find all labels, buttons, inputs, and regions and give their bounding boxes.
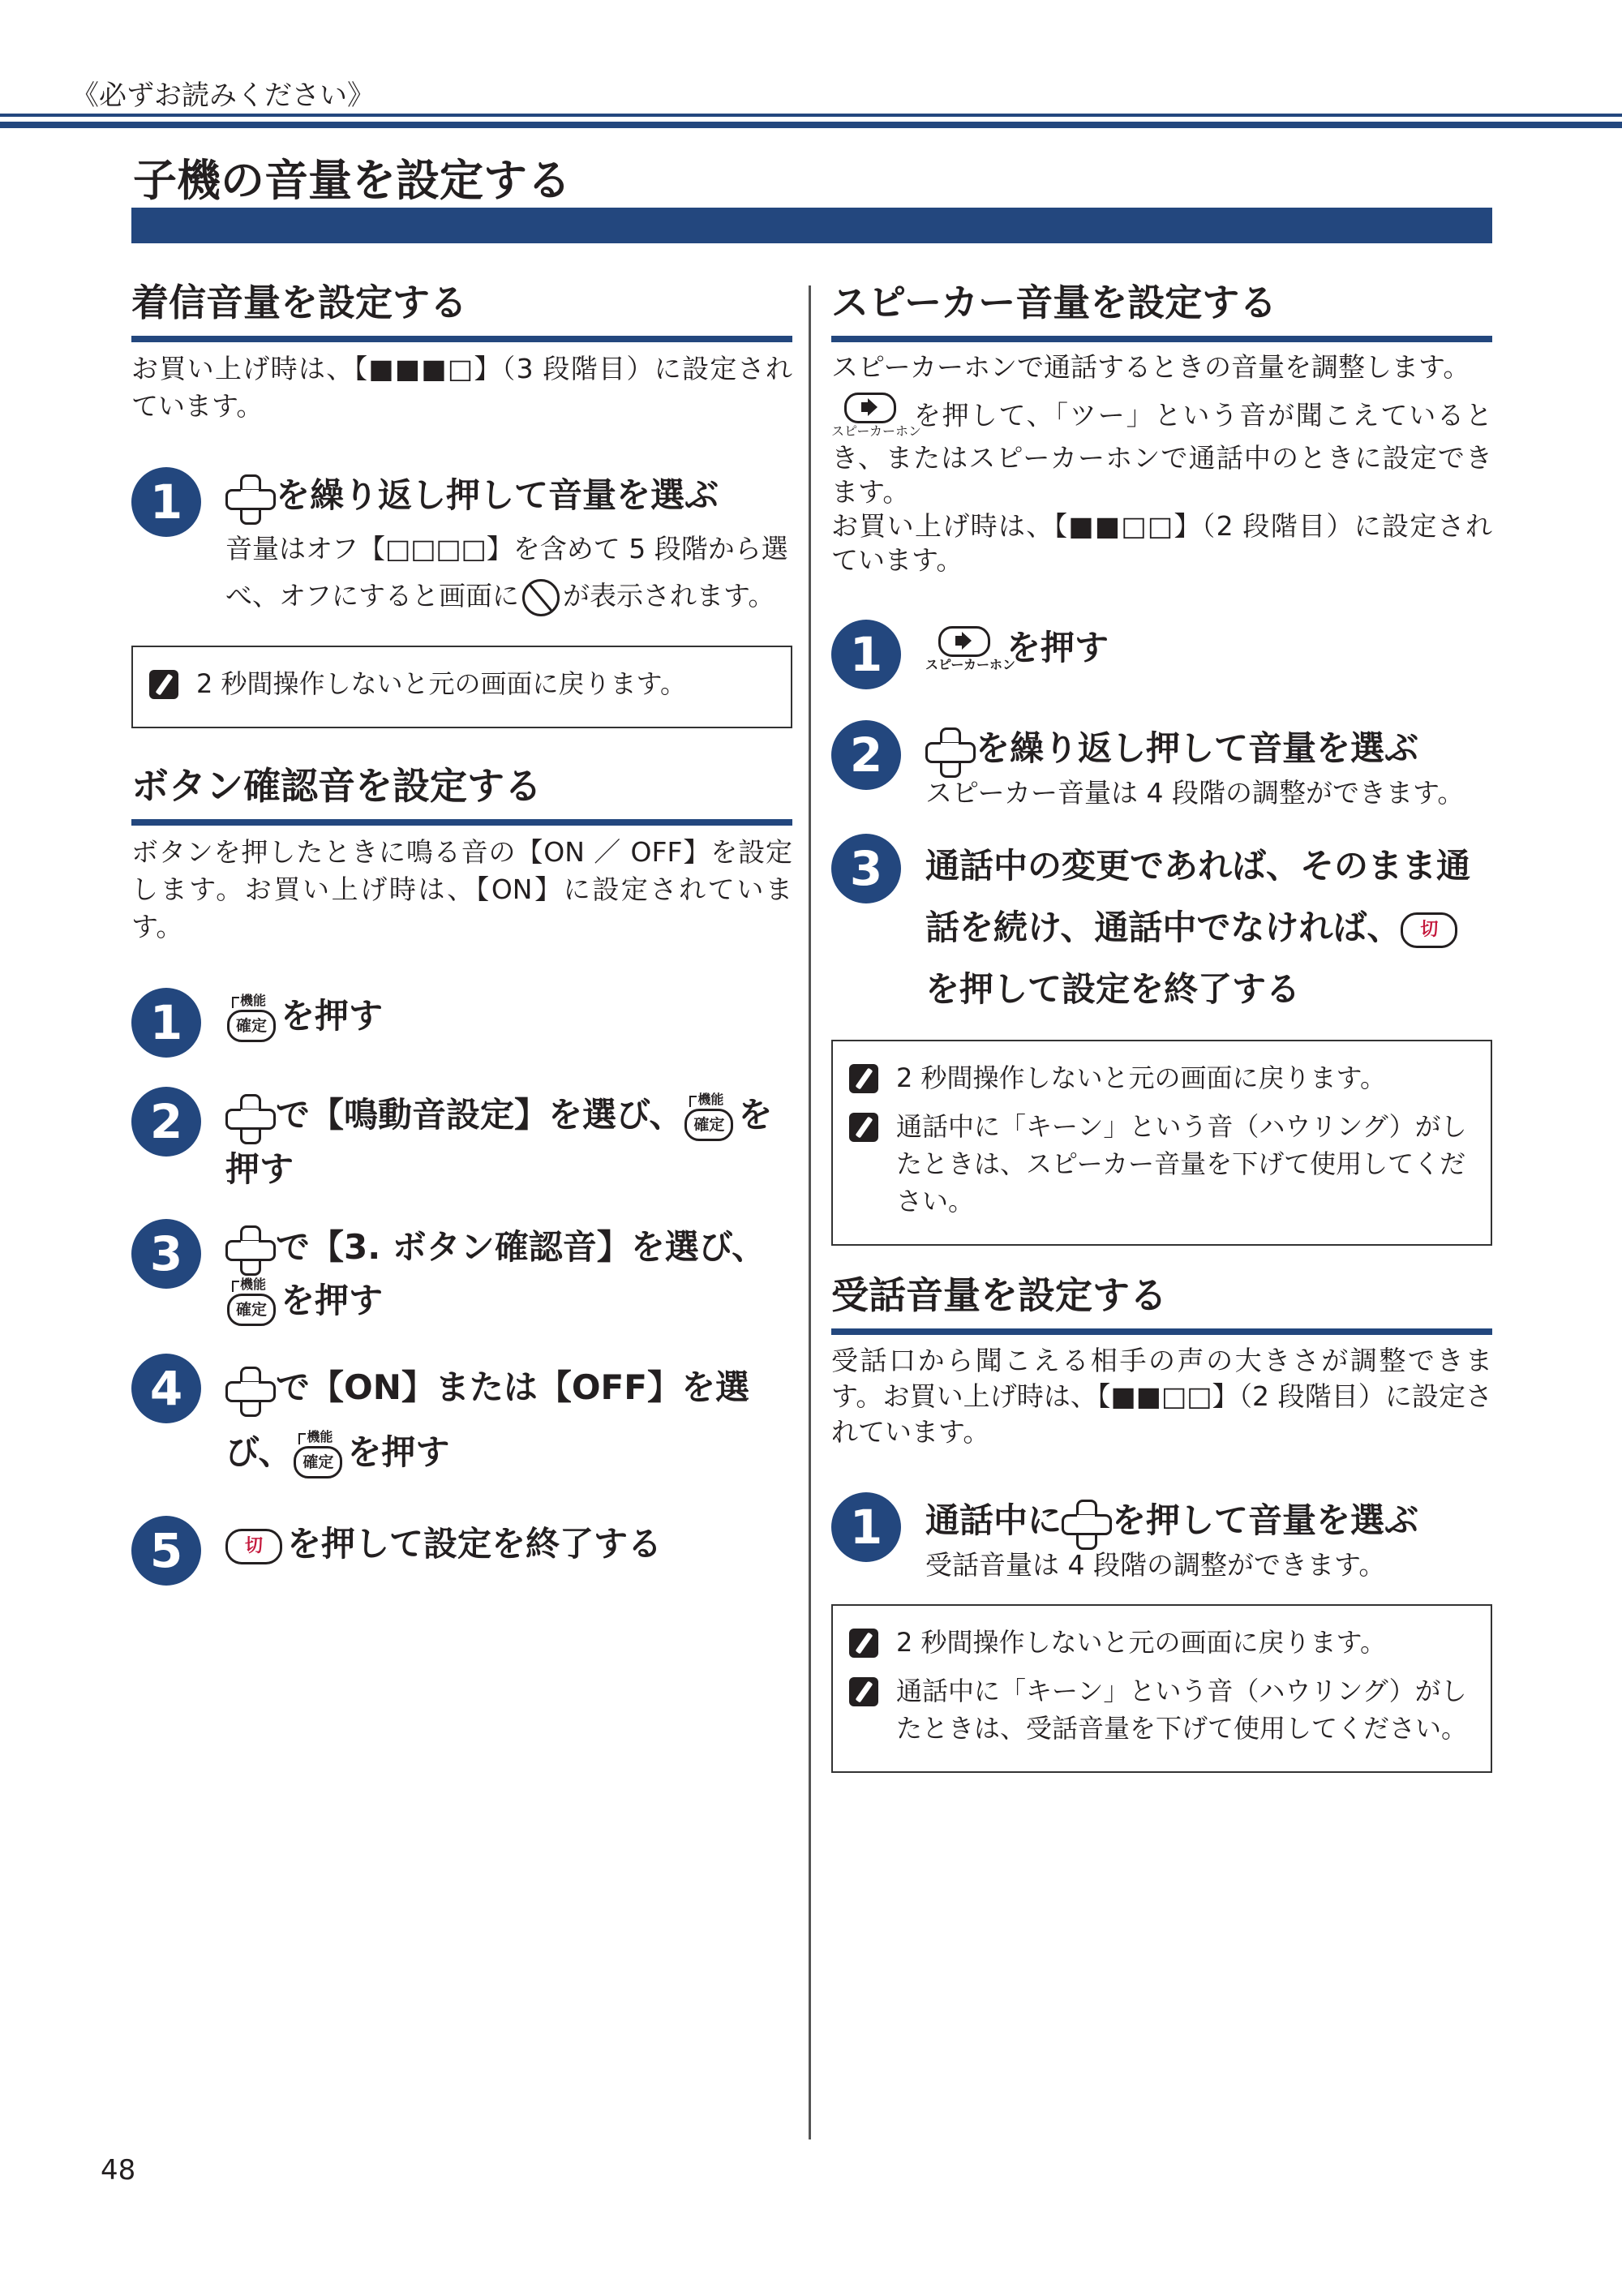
step-button-tone-3 (131, 1221, 792, 1328)
step-receiver-1 (831, 1494, 1492, 1583)
function-confirm-key-icon: 機能 確定 (225, 1277, 276, 1328)
cross-key-icon (225, 1225, 272, 1272)
note-item: 2 秒間操作しないと元の画面に戻ります。 (149, 665, 775, 702)
section-intro: お買い上げ時は、【■■■□】（3 段階目）に設定されています。 (131, 353, 792, 422)
step-speaker-1 (831, 621, 1492, 693)
section-rule (131, 819, 792, 826)
step-number: 2 (131, 1087, 201, 1157)
step-speaker-2 (831, 722, 1492, 811)
step-heading: で【3. ボタン確認音】を選び、 機能 確定 を押す (225, 1221, 792, 1328)
step-body: スピーカー音量は 4 段階の調整ができます。 (925, 777, 1465, 809)
note-item: 通話中に「キーン」という音（ハウリング）がしたときは、スピーカー音量を下げて使用してください。 (849, 1108, 1474, 1220)
step-number: 3 (831, 834, 901, 903)
function-confirm-key-icon: 機能 確定 (292, 1430, 342, 1480)
section-rule (131, 336, 792, 342)
step-number: 5 (131, 1516, 201, 1586)
step-heading: 通話中の変更であれば、そのまま通話を続け、通話中でなければ、 切を押して設定を終了する (925, 846, 1471, 1009)
step-speaker-3 (831, 835, 1492, 1020)
speakerphone-key-icon: スピーカーホン (831, 393, 908, 441)
section-intro-2: スピーカーホン を押して、「ツー」という音が聞こえているとき、またはスピーカーホンで通話中のときに設定できます。 (831, 393, 1492, 509)
step-heading: で【鳴動音設定】を選び、 機能 確定 を押す (225, 1091, 773, 1189)
memo-note-icon (849, 1629, 878, 1658)
note-box (831, 1604, 1492, 1773)
left-column (131, 268, 792, 1624)
note-item: 2 秒間操作しないと元の画面に戻ります。 (849, 1624, 1474, 1661)
section-intro: スピーカーホンで通話するときの音量を調整します。 (831, 351, 1470, 383)
memo-note-icon (849, 1064, 878, 1093)
step-heading: を繰り返し押して音量を選ぶ (925, 722, 1492, 775)
cross-key-icon (1062, 1500, 1109, 1547)
page-title: 子機の音量を設定する (133, 155, 571, 206)
memo-note-icon (849, 1677, 878, 1706)
section-intro-3: お買い上げ時は、【■■□□】（2 段階目）に設定されています。 (831, 510, 1492, 576)
step-number: 4 (131, 1354, 201, 1423)
step-button-tone-1 (131, 989, 792, 1061)
step-button-tone-4 (131, 1355, 792, 1485)
header-label: 《必ずお読みください》 (71, 79, 375, 112)
step-number: 1 (831, 1492, 901, 1562)
step-heading: 機能 確定 を押す (225, 989, 792, 1044)
section-intro: ボタンを押したときに鳴る音の【ON ／ OFF】を設定します。お買い上げ時は、【ON】に設定されています。 (131, 836, 792, 942)
column-divider (809, 285, 811, 2139)
note-box (831, 1040, 1492, 1246)
section-title-speaker: スピーカー音量を設定する (831, 281, 1277, 324)
function-confirm-key-icon: 機能 確定 (683, 1092, 733, 1143)
section-title-button-tone: ボタン確認音を設定する (131, 764, 542, 808)
step-heading: 通話中に を押して音量を選ぶ (925, 1494, 1492, 1547)
note-box (131, 646, 792, 728)
memo-note-icon (149, 670, 178, 699)
title-bar (131, 208, 1492, 243)
step-button-tone-2 (131, 1088, 792, 1196)
step-heading: を繰り返し押して音量を選ぶ (225, 469, 792, 522)
step-heading: 切 を押して設定を終了する (225, 1517, 792, 1571)
step-number: 3 (131, 1219, 201, 1289)
section-title-ringer: 着信音量を設定する (131, 281, 467, 324)
step-number: 1 (131, 467, 201, 537)
section-rule (831, 1328, 1492, 1335)
end-call-key-icon: 切 (225, 1529, 282, 1564)
cross-key-icon (925, 727, 972, 775)
cross-key-icon (225, 474, 272, 521)
step-button-tone-5 (131, 1517, 792, 1589)
note-item: 2 秒間操作しないと元の画面に戻ります。 (849, 1059, 1474, 1097)
cross-key-icon (225, 1094, 272, 1141)
step-heading: スピーカーホン を押す (925, 621, 1492, 675)
step-heading: で【ON】または【OFF】を選び、 機能 確定 を押す (225, 1355, 792, 1485)
step-number: 2 (831, 720, 901, 790)
step-ringer-1 (131, 469, 792, 620)
ringer-off-icon (522, 579, 560, 616)
speakerphone-key-icon: スピーカーホン (925, 626, 1002, 675)
section-title-receiver: 受話音量を設定する (831, 1273, 1167, 1317)
header-rule-thin (0, 114, 1622, 117)
page-number: 48 (101, 2154, 136, 2187)
function-confirm-key-icon: 機能 確定 (225, 994, 276, 1044)
step-number: 1 (831, 620, 901, 689)
step-number: 1 (131, 988, 201, 1058)
step-body: 音量はオフ【□□□□】を含めて 5 段階から選べ、オフにすると画面に が表示されます。 (225, 526, 792, 620)
section-rule (831, 336, 1492, 342)
right-column (831, 268, 1492, 1805)
section-intro: 受話口から聞こえる相手の声の大きさが調整できます。お買い上げ時は、【■■□□】（2 段階目）に設定されています。 (831, 1345, 1493, 1448)
note-item: 通話中に「キーン」という音（ハウリング）がしたときは、受話音量を下げて使用してください。 (849, 1672, 1474, 1747)
header-rule-thick (0, 122, 1622, 128)
memo-note-icon (849, 1113, 878, 1142)
cross-key-icon (225, 1367, 272, 1414)
end-call-key-icon: 切 (1401, 912, 1457, 948)
step-body: 受話音量は 4 段階の調整ができます。 (925, 1549, 1386, 1581)
